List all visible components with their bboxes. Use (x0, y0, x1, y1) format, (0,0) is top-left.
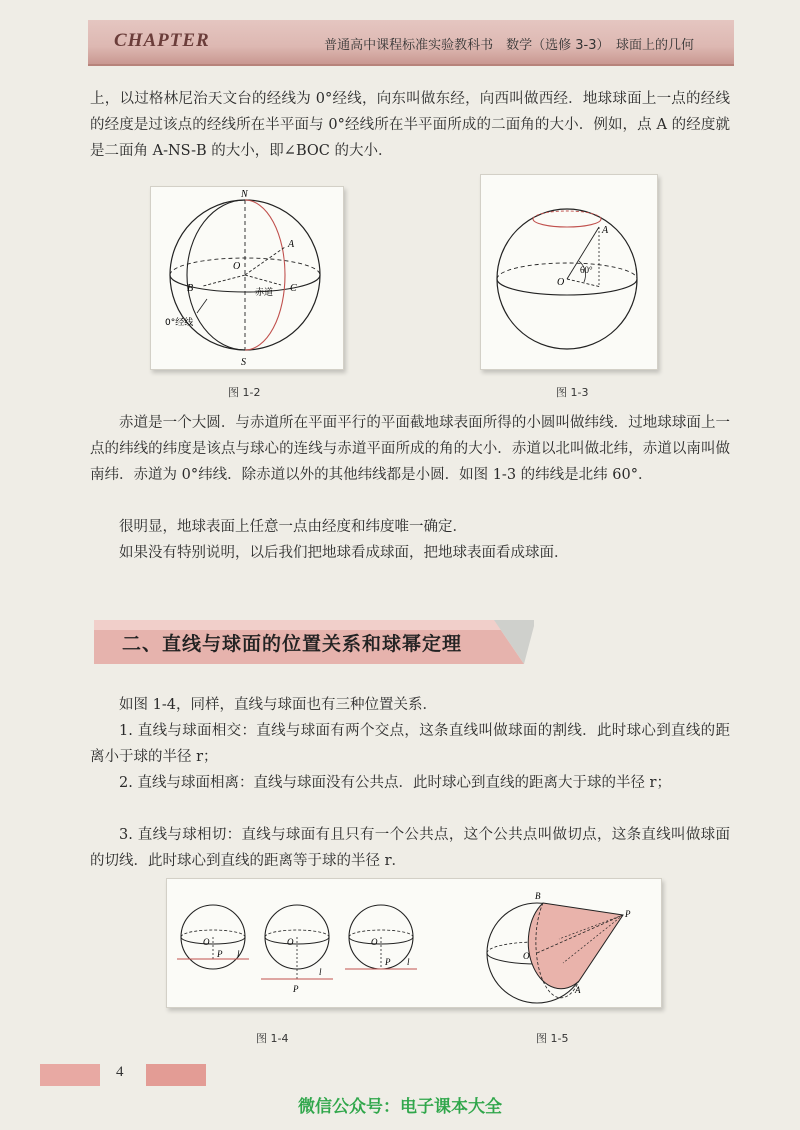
label-zero-meridian: 0°经线 (165, 318, 194, 328)
book-title: 普通高中课程标准实验教科书 数学（选修 3-3） 球面上的几何 (324, 38, 694, 53)
label-O: O (523, 951, 530, 961)
paragraph-assumption: 如果没有特别说明，以后我们把地球看成球面，把地球表面看成球面． (119, 545, 569, 561)
paragraph-latitude: 赤道是一个大圆．与赤道所在平面平行的平面截地球表面所得的小圆叫做纬线．过地球球面上一点的纬线的纬度是该点与球心的连线与赤道平面所成的角的大小．赤道以北叫做北纬，赤道以南叫做南纬．赤道为 0°纬线．除赤道以外的其他纬线都是小圆．如图 1-3 的纬线是北纬 60°． (90, 415, 730, 483)
label-angle: 60° (580, 265, 593, 275)
chapter-label: CHAPTER (114, 30, 210, 51)
line-sphere-diagrams (167, 879, 661, 1007)
page-number: 4 (116, 1064, 124, 1080)
paragraph-three-relations: 如图 1-4，同样，直线与球面也有三种位置关系． (119, 697, 437, 713)
label-S: S (241, 357, 246, 368)
label-C: C (290, 283, 297, 294)
label-P: P (385, 957, 391, 967)
label-equator: 赤道 (255, 288, 274, 298)
chapter-header (88, 20, 734, 66)
sphere-latitude-diagram (481, 175, 657, 369)
footer-bar-left (40, 1064, 100, 1086)
caption-fig-1-5: 图 1-5 (536, 1032, 569, 1045)
paragraph-tangent: 3. 直线与球相切：直线与球面有且只有一个公共点，这个公共点叫做切点，这条直线叫做球面的切线．此时球心到直线的距离等于球的半径 r． (90, 827, 730, 869)
label-A: A (288, 239, 295, 250)
paragraph-intersect: 1. 直线与球面相交：直线与球面有两个交点，这条直线叫做球面的割线．此时球心到直线的距离小于球的半径 r； (90, 723, 730, 765)
figure-1-4-1-5 (166, 878, 662, 1008)
paragraph-separate: 2. 直线与球面相离：直线与球面没有公共点．此时球心到直线的距离大于球的半径 r； (119, 775, 671, 791)
caption-fig-1-3: 图 1-3 (556, 386, 589, 399)
label-A: A (602, 225, 609, 236)
label-O: O (287, 937, 294, 947)
label-O: O (557, 277, 565, 288)
watermark-text: 微信公众号：电子课本大全 (298, 1097, 502, 1117)
label-P: P (293, 984, 299, 994)
figure-1-3 (480, 174, 658, 370)
label-O: O (371, 937, 378, 947)
label-B: B (535, 891, 541, 901)
footer-bar-right (146, 1064, 206, 1086)
label-A: A (575, 985, 581, 995)
label-l: l (319, 967, 322, 977)
label-B: B (187, 283, 194, 294)
label-O: O (233, 261, 241, 272)
paragraph-unique: 很明显，地球表面上任意一点由经度和纬度唯一确定． (119, 519, 467, 535)
label-N: N (241, 189, 248, 200)
sphere-tangent (345, 905, 417, 969)
label-l: l (237, 949, 240, 959)
sphere-secant (177, 905, 249, 969)
section-banner (94, 618, 534, 666)
sphere-separate (261, 905, 333, 994)
caption-fig-1-2: 图 1-2 (228, 386, 261, 399)
label-O: O (203, 937, 210, 947)
label-P: P (217, 949, 223, 959)
sphere-longitude-diagram (151, 187, 343, 369)
paragraph-longitude: 上，以过格林尼治天文台的经线为 0°经线，向东叫做东经，向西叫做西经．地球球面上一点的经线的经度是过该点的经线所在半平面与 0°经线所在半平面所成的二面角的大小．例如，点 A 的经度就是二面角 A-NS-B 的大小，即∠BOC 的大小． (90, 91, 730, 159)
caption-fig-1-4: 图 1-4 (256, 1032, 289, 1045)
label-l: l (407, 957, 410, 967)
figure-1-2 (150, 186, 344, 370)
label-P: P (625, 909, 631, 919)
section-title: 二、直线与球面的位置关系和球幂定理 (122, 633, 463, 655)
tangent-cone-diagram (487, 891, 631, 1003)
